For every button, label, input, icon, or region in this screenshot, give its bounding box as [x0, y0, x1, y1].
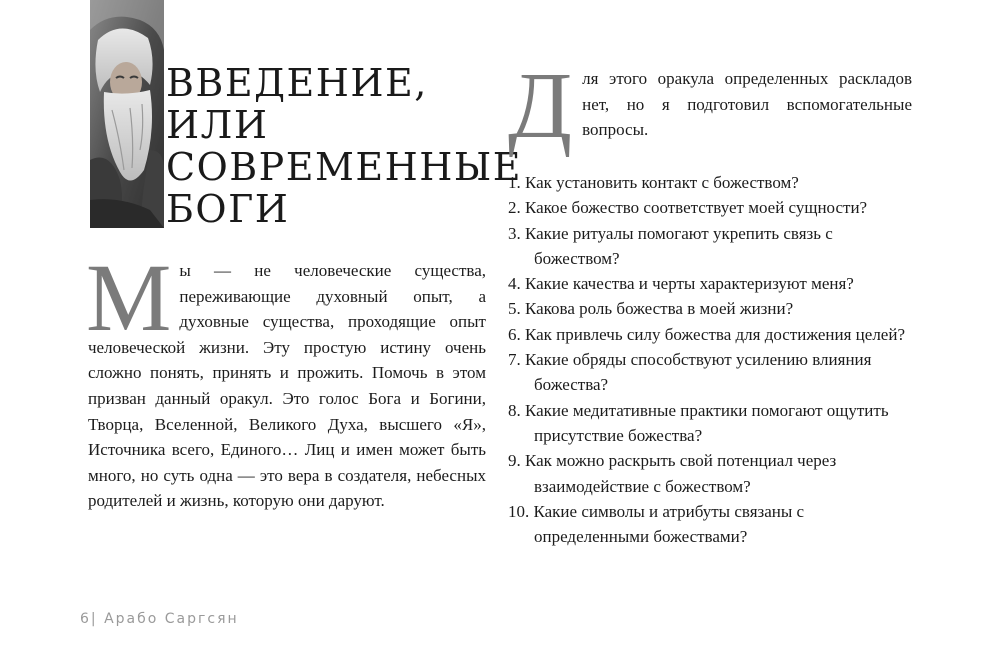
list-item: 6. Как привлечь силу божества для достижения целей?	[508, 324, 905, 344]
list-item: 5. Какова роль божества в моей жизни?	[508, 299, 794, 319]
page-footer	[80, 611, 239, 627]
author-name: Арабо Саргсян	[104, 611, 239, 627]
chapter-heading	[166, 61, 523, 231]
note-dropcap: Д	[508, 54, 573, 158]
intro-text: ы — не человеческие существа, переживающие духовный опыт, а духовные существа, проходящие опыт человеческой жизни. Эту простую истину очень сложно понять, принять и прожить. Помочь в этом призван данный оракул. Это голос Бога и Богини, Творца, Вселенной, Великого Духа, высшего «Я», Источника всего, Единого… Лиц и имен может быть много, но суть одна — это вера в создателя, небесных родителей и жизнь, которую они даруют.	[88, 261, 486, 511]
deity-portrait-image	[90, 0, 164, 228]
intro-paragraph	[86, 244, 486, 514]
list-item: 7. Какие обряды способствуют усилению влияния божества?	[508, 350, 872, 395]
note-text: ля этого оракула определенных раскладов нет, но я подготовил вспомогательные вопросы.	[582, 69, 912, 140]
intro-dropcap: М	[86, 244, 172, 351]
page-number: 6	[80, 611, 91, 627]
heading-line-1: ВВЕДЕНИЕ,	[166, 61, 428, 105]
list-item: 9. Как можно раскрыть свой потенциал через взаимодействие с божеством?	[508, 451, 837, 496]
list-item: 4. Какие качества и черты характеризуют меня?	[508, 274, 854, 294]
spreads-note-paragraph	[508, 54, 912, 158]
heading-line-2: ИЛИ	[166, 103, 269, 147]
list-item: 3. Какие ритуалы помогают укрепить связь с божеством?	[508, 223, 833, 268]
list-item: 2. Какое божество соответствует моей сущности?	[508, 198, 868, 218]
list-item: 10. Какие символы и атрибуты связаны с определенными божествами?	[508, 501, 805, 547]
portrait-illustration	[90, 0, 164, 228]
question-list	[508, 170, 918, 549]
heading-line-4: БОГИ	[166, 187, 290, 231]
heading-line-3: СОВРЕМЕННЫЕ	[166, 145, 523, 189]
footer-separator: |	[90, 611, 98, 627]
list-item: 1. Как установить контакт с божеством?	[508, 173, 799, 192]
list-item: 8. Какие медитативные практики помогают ощутить присутствие божества?	[508, 400, 889, 445]
